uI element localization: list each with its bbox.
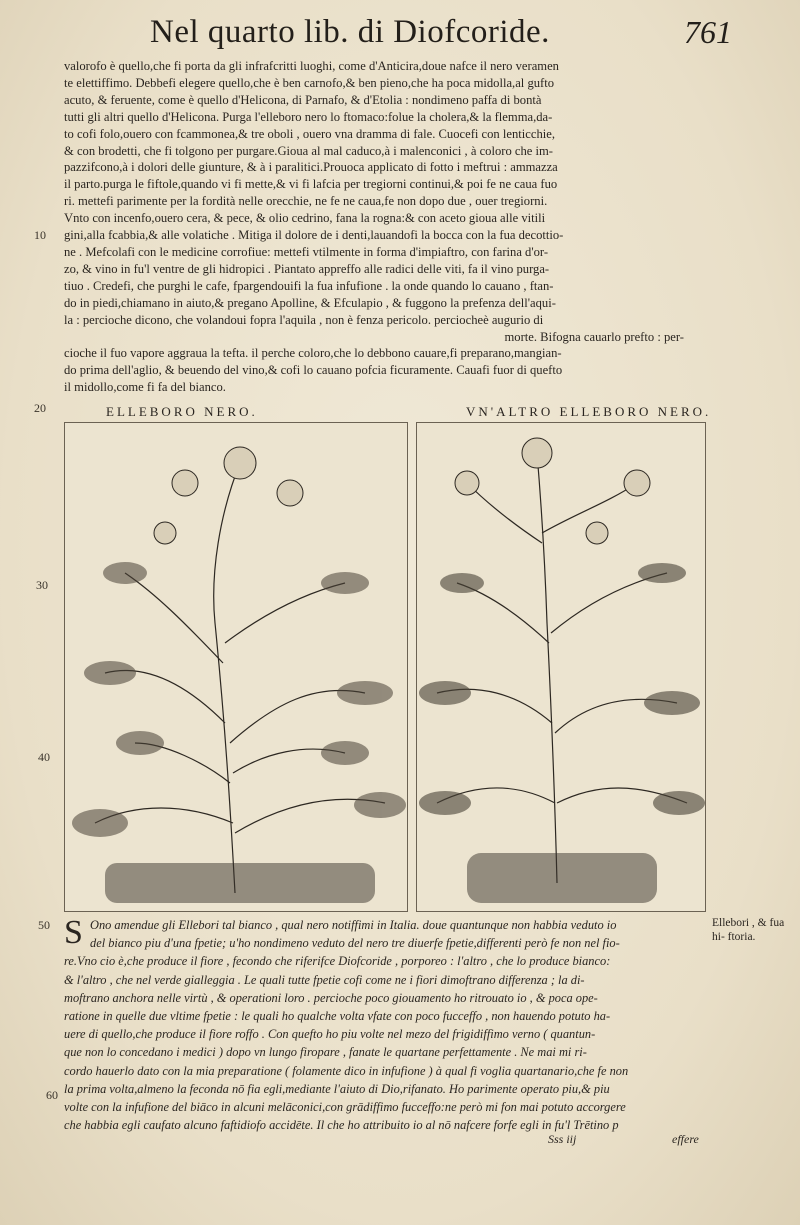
text-line: ri. mettefi parimente per la fordità nelle orecchie, ne fe ne caua,fe non dopo due , ouer tregiorni.: [64, 194, 548, 209]
commentary-line: cordo hauerlo dato con la mia preparatione ( folamente dico in infufione ) à qual fi voglia quartanario,che fe non: [64, 1063, 629, 1078]
text-line: tutti gli altri quello d'Helicona. Purga l'elleboro nero lo ftomaco:folue la cholera,& la flemma,da-: [64, 109, 553, 124]
commentary-line: volte con la infufione del biāco in alcuni melāconici,con grādiffimo fucceffo:ne però mi fon mai potuto accorgere: [64, 1100, 626, 1115]
commentary-line: Ono amendue gli Ellebori tal bianco , qual nero notiffimi in Italia. doue quantunque non habbia veduto io: [90, 918, 617, 932]
commentary-text: [64, 916, 704, 1134]
text-line: gini,alla fcabbia,& alle volatiche . Mitiga il dolore de i denti,lauandofi la bocca con la fua decottio-: [64, 228, 564, 243]
text-line: Vnto con incenfo,ouero cera, & pece, & olio cedrino, fana la rogna:& con aceto gioua alle vitili: [64, 211, 546, 226]
commentary-line: ratione in quelle due vltime fpetie : le quali ho qualche volta vfate con poco fucceffo , non hauendo potuto ha-: [64, 1009, 611, 1024]
line-number: 30: [36, 578, 48, 592]
text-line: ne . Mefcolafi con le medicine corrofiue: mettefi vtilmente in forma d'impiaftro, con farina d'or-: [64, 244, 549, 259]
woodcut-black-hellebore-right: [416, 422, 706, 912]
commentary-line: la prima volta,almeno la feconda nō fia egli,mediante l'aiuto di Dio,rifanato. Ho parimente operato piu,& piu: [64, 1081, 610, 1096]
running-title: Nel quarto lib. di Diofcoride.: [150, 14, 550, 50]
commentary-line: uere di quello,che produce il fiore roffo . Con quefto ho piu volte nel mezo del frigidiffimo verno ( quantun-: [64, 1027, 596, 1042]
text-line: do in piedi,chiamano in aiuto,& pregano Apolline, & Efculapio , & fuggono la prefenza dell'aqui-: [64, 295, 556, 310]
text-line: acuto, & feruente, come è quello d'Helicona, di Parnafo, & d'Etolia : nondimeno paffa di bontà: [64, 92, 542, 107]
text-line: la : percioche dicono, che volandoui fopra l'aquila , non è fenza pericolo. perciocheè augurio di: [64, 312, 544, 327]
text-line: valorofo è quello,che fi porta da gli infrafcritti luoghi, come d'Anticira,doue nafce il nero veramen: [64, 59, 559, 73]
text-line: morte. Bifogna cauarlo prefto : per-: [504, 329, 684, 344]
signature-mark: Sss iij: [548, 1132, 577, 1146]
margin-note: Ellebori , & fua hi- ftoria.: [712, 917, 785, 943]
text-line: & con brodetti, che fi tolgono per purgare.Gioua al mal caduco,à i malenconici , à coloro che im-: [64, 143, 553, 158]
line-number: 60: [46, 1088, 58, 1102]
woodcut-black-hellebore-left: [64, 422, 408, 912]
figure-title-left: ELLEBORO NERO.: [106, 404, 258, 419]
text-line: il midollo,come fi fa del bianco.: [64, 380, 226, 395]
commentary-line: moftrano anchora nelle virtù , & operationi loro . percioche poco giouamento ho ritrouato io , & poca ope-: [64, 990, 598, 1005]
text-line: te elettiffimo. Debbefi elegere quello,che è ben carnofo,& ben pieno,che ha poca midolla,al gufto: [64, 75, 555, 90]
line-number: 20: [34, 401, 46, 415]
page-number: 761: [684, 14, 732, 50]
line-number: 10: [34, 228, 46, 242]
figure-title-right: VN'ALTRO ELLEBORO NERO.: [466, 404, 712, 419]
text-line: pazzifcono,à i dolori delle giunture, & à i paralitici.Prouoca applicato di fotto i meftrui : ammazza: [64, 160, 558, 175]
commentary-line: del bianco piu d'una fpetie; u'ho nondimeno veduto del nero tre diuerfe fpetie,differenti però fe non nel fio-: [90, 936, 620, 951]
commentary-line: re.Vno cio è,che produce il fiore , fecondo che riferifce Diofcoride , porporeo : l'altro , che lo produce bianco:: [64, 954, 611, 969]
commentary-line: que non lo concedano i medici ) dopo vn lungo firopare , fanate le quartane perfettamente . Ne mai mi ri-: [64, 1045, 587, 1060]
text-line: cioche il fuo vapore aggraua la tefta. il perche coloro,che lo debbono cauare,fi preparano,mangian-: [64, 346, 562, 361]
main-text: [64, 58, 684, 396]
commentary-line: che habbia egli caufato alcuno faftidiofo accidēte. Il che ho attribuito io al nō nafcere forfe egli in fu'l Trētino p: [64, 1118, 619, 1133]
page-header: [150, 14, 732, 54]
text-line: do prima dell'aglio, & beuendo del vino,& cofi lo cauano pofcia ficuramente. Cauafi fuor di quefto: [64, 363, 563, 378]
catchword: effere: [672, 1132, 699, 1146]
drop-cap: S: [64, 914, 83, 951]
line-number: 40: [38, 750, 50, 764]
text-line: to cofi folo,ouero con fcammonea,& tre oboli , ouero vna dramma di fale. Cuocefi con lenticchie,: [64, 126, 555, 141]
text-line: il parto.purga le fiftole,quando vi fi mette,& vi fi lafcia per tregiorni continui,& poi fe ne caua fuo: [64, 177, 558, 192]
commentary-line: & l'altro , che nel verde gialleggia . Le quali tutte fpetie cofi come ne i fiori dimoftrano differenza ; la di-: [64, 972, 585, 987]
text-line: tiuo . Credefi, che purghi le cafe, fpargendouifi la fua infufione . la onde quando lo cauano , ftan-: [64, 278, 554, 293]
line-number: 50: [38, 918, 50, 932]
text-line: zo, & vino in fu'l ventre de gli hidropici . Piantato appreffo alle radici delle viti, fa il vino purga-: [64, 261, 550, 276]
